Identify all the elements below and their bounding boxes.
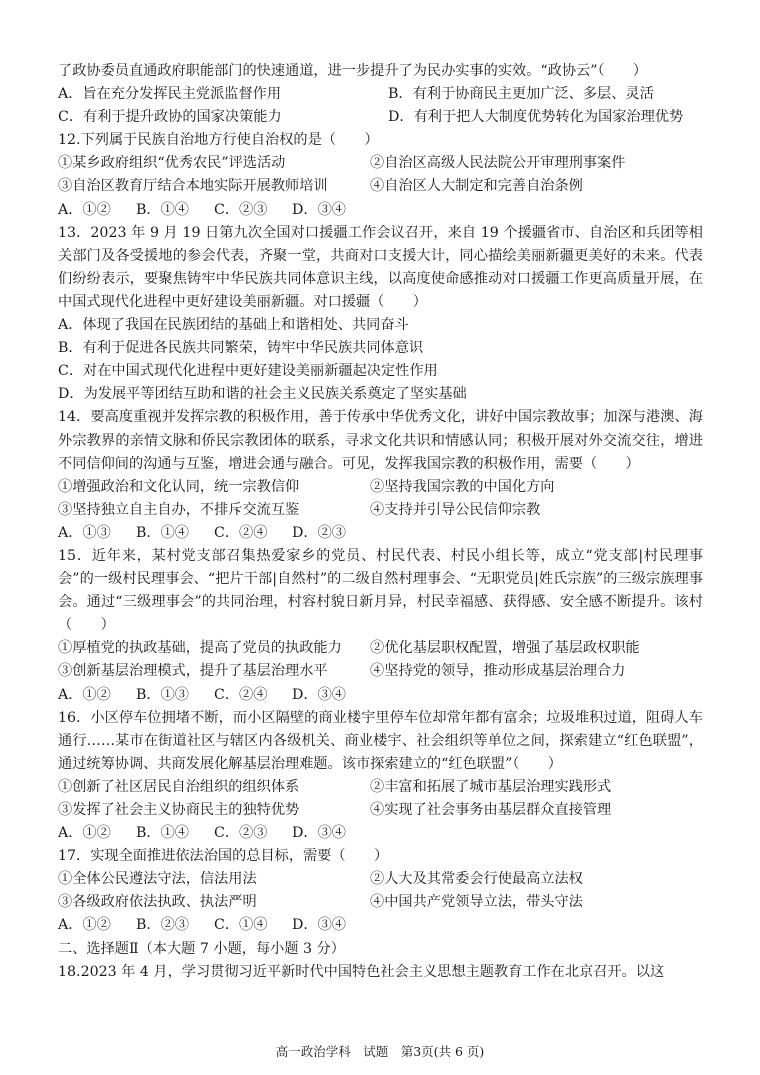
q17-option-c[interactable]: C．①④ bbox=[214, 917, 268, 934]
q12-option-b[interactable]: B．①④ bbox=[136, 201, 189, 218]
q16-option-c[interactable]: C．②③ bbox=[214, 825, 268, 842]
q12-options bbox=[58, 199, 703, 222]
q13-stem: 13．2023 年 9 月 19 日第九次全国对口援疆工作会议召开，来自 19 个援疆省市、自治区和兵团等相关部门及各受援地的参会代表，齐聚一堂，共商对口支援大计，同心描绘美丽新疆更美好的未来。代表们纷纷表示，要聚焦铸牢中华民族共同体意识主线，以高度使命感推动对口援疆工作更高质量开展，在中国式现代化进程中更好建设美丽新疆。对口援疆（ ） bbox=[58, 224, 703, 310]
q11-continuation: 了政协委员直通政府职能部门的快速通道，进一步提升了为民办实事的实效。“政协云”（ ） bbox=[58, 63, 648, 79]
q15-stem: 15．近年来，某村党支部召集热爱家乡的党员、村民代表、村民小组长等，成立“党支部|村民理事会”的一级村民理事会、“把片干部|自然村”的二级自然村理事会、“无职党员|姓氏宗族”的三级宗族理事会。通过“三级理事会”的共同治理，村容村貌日新月异，村民幸福感、获得感、安全感不断提升。该村（ ） bbox=[58, 547, 703, 634]
q15-option-a[interactable]: A．①② bbox=[58, 686, 111, 703]
q14-statement-2: ②坚持我国宗教的中国化方向 bbox=[370, 478, 555, 495]
q16-statements-row-1 bbox=[58, 776, 703, 799]
q16-statement-2: ②丰富和拓展了城市基层治理实践形式 bbox=[370, 778, 612, 795]
q13-option-b[interactable]: B．有利于促进各民族共同繁荣，铸牢中华民族共同体意识 bbox=[58, 340, 424, 357]
q15-statements-row-2 bbox=[58, 660, 703, 683]
q13-option-a[interactable]: A．体现了我国在民族团结的基础上和谐相处、共同奋斗 bbox=[58, 317, 409, 334]
q12-statement-4: ④自治区人大制定和完善自治条例 bbox=[370, 178, 583, 195]
q17-option-b[interactable]: B．②③ bbox=[136, 917, 189, 934]
q12-stem: 12.下列属于民族自治地方行使自治权的是（ ） bbox=[58, 132, 379, 149]
q17-option-d[interactable]: D．③④ bbox=[292, 917, 346, 934]
q17-statement-4: ④中国共产党领导立法，带头守法 bbox=[370, 894, 583, 911]
q15-option-b[interactable]: B．①③ bbox=[136, 686, 189, 703]
q14-option-c[interactable]: C．②④ bbox=[214, 524, 268, 541]
q15-statement-4: ④坚持党的领导，推动形成基层治理合力 bbox=[370, 663, 626, 680]
q15-option-d[interactable]: D．③④ bbox=[292, 686, 346, 703]
q16-option-b[interactable]: B．①④ bbox=[136, 825, 189, 842]
q14-option-b[interactable]: B．①④ bbox=[136, 524, 189, 541]
q13-option-d[interactable]: D．为发展平等团结互助和谐的社会主义民族关系奠定了坚实基础 bbox=[58, 386, 467, 403]
q16-stem: 16．小区停车位拥堵不断，而小区隔壁的商业楼宇里停车位却常年都有富余；垃圾堆积过道，阻碍人车通行……某市在街道社区与辖区内各级机关、商业楼宇、社会组织等单位之间，探索建立“红色联盟”，通过统筹协调、共商发展化解基层治理难题。该市探索建立的“红色联盟”（ ） bbox=[58, 709, 703, 772]
q14-statements-row-2 bbox=[58, 499, 703, 522]
q17-statement-1: ①全体公民遵法守法，信法用法 bbox=[58, 871, 257, 888]
q17-options bbox=[58, 914, 703, 937]
q17-statement-3: ③各级政府依法执政、执法严明 bbox=[58, 894, 257, 911]
q15-option-c[interactable]: C．②④ bbox=[214, 686, 268, 703]
q11-option-c[interactable]: C．有利于提升政协的国家决策能力 bbox=[58, 109, 282, 126]
q15-statement-3: ③创新基层治理模式，提升了基层治理水平 bbox=[58, 663, 328, 680]
q14-option-a[interactable]: A．①③ bbox=[58, 524, 111, 541]
q18-stem: 18.2023 年 4 月，学习贯彻习近平新时代中国特色社会主义思想主题教育工作在北京召开。以这 bbox=[58, 963, 665, 980]
q16-option-d[interactable]: D．③④ bbox=[292, 825, 346, 842]
q15-options bbox=[58, 684, 703, 707]
q12-statements-row-2 bbox=[58, 175, 703, 198]
section-2-heading: 二、选择题Ⅱ（本大题 7 小题，每小题 3 分） bbox=[58, 940, 345, 957]
q14-statement-1: ①增强政治和文化认同，统一宗教信仰 bbox=[58, 478, 300, 495]
q15-statement-1: ①厚植党的执政基础，提高了党员的执政能力 bbox=[58, 640, 342, 657]
q16-statement-4: ④实现了社会事务由基层群众直接管理 bbox=[370, 802, 612, 818]
q12-statement-1: ①某乡政府组织“优秀农民”评选活动 bbox=[58, 155, 286, 172]
q15-statements-row-1 bbox=[58, 637, 703, 660]
page-footer: 高一政治学科 试题 第3页(共 6 页) bbox=[275, 1044, 485, 1059]
exam-page bbox=[58, 60, 703, 984]
q15-statement-2: ②优化基层职权配置，增强了基层政权职能 bbox=[370, 640, 640, 657]
q12-statement-2: ②自治区高级人民法院公开审理刑事案件 bbox=[370, 155, 626, 172]
q16-statement-1: ①创新了社区居民自治组织的组织体系 bbox=[58, 778, 300, 795]
q12-statements-row-1 bbox=[58, 152, 703, 175]
q16-statement-3: ③发挥了社会主义协商民主的独特优势 bbox=[58, 802, 300, 818]
q11-option-a[interactable]: A．旨在充分发挥民主党派监督作用 bbox=[58, 86, 282, 103]
q17-statements-row-1 bbox=[58, 868, 703, 891]
q13-option-c[interactable]: C．对在中国式现代化进程中更好建设美丽新疆起决定性作用 bbox=[58, 363, 438, 380]
q11-options-row-1 bbox=[58, 83, 703, 106]
q11-option-d[interactable]: D．有利于把人大制度优势转化为国家治理优势 bbox=[388, 109, 684, 126]
q12-option-d[interactable]: D．③④ bbox=[292, 201, 346, 218]
q14-option-d[interactable]: D．②③ bbox=[292, 524, 346, 541]
q16-statements-row-2 bbox=[58, 799, 703, 822]
q11-option-b[interactable]: B．有利于协商民主更加广泛、多层、灵活 bbox=[388, 86, 654, 103]
q14-options bbox=[58, 522, 703, 545]
q14-statement-4: ④支持并引导公民信仰宗教 bbox=[370, 501, 541, 518]
q17-stem: 17．实现全面推进依法治国的总目标，需要（ ） bbox=[58, 848, 389, 865]
q11-options-row-2 bbox=[58, 106, 703, 129]
q14-statements-row-1 bbox=[58, 476, 703, 499]
q12-statement-3: ③自治区教育厅结合本地实际开展教师培训 bbox=[58, 178, 328, 195]
q12-option-a[interactable]: A．①② bbox=[58, 201, 111, 218]
q16-option-a[interactable]: A．①② bbox=[58, 825, 111, 842]
q17-option-a[interactable]: A．①② bbox=[58, 917, 111, 934]
q14-statement-3: ③坚持独立自主自办，不排斥交流互鉴 bbox=[58, 501, 300, 518]
q12-option-c[interactable]: C．②③ bbox=[214, 201, 268, 218]
q14-stem: 14．要高度重视并发挥宗教的积极作用，善于传承中华优秀文化，讲好中国宗教故事；加深与港澳、海外宗教界的亲情文脉和侨民宗教团体的联系，寻求文化共识和情感认同；积极开展对外交流交往，增进不同信仰间的沟通与互鉴，增进会通与融合。可见，发挥我国宗教的积极作用，需要（ ） bbox=[58, 409, 703, 472]
q16-options bbox=[58, 822, 703, 845]
q17-statements-row-2 bbox=[58, 891, 703, 914]
q17-statement-2: ②人大及其常委会行使最高立法权 bbox=[370, 871, 583, 888]
